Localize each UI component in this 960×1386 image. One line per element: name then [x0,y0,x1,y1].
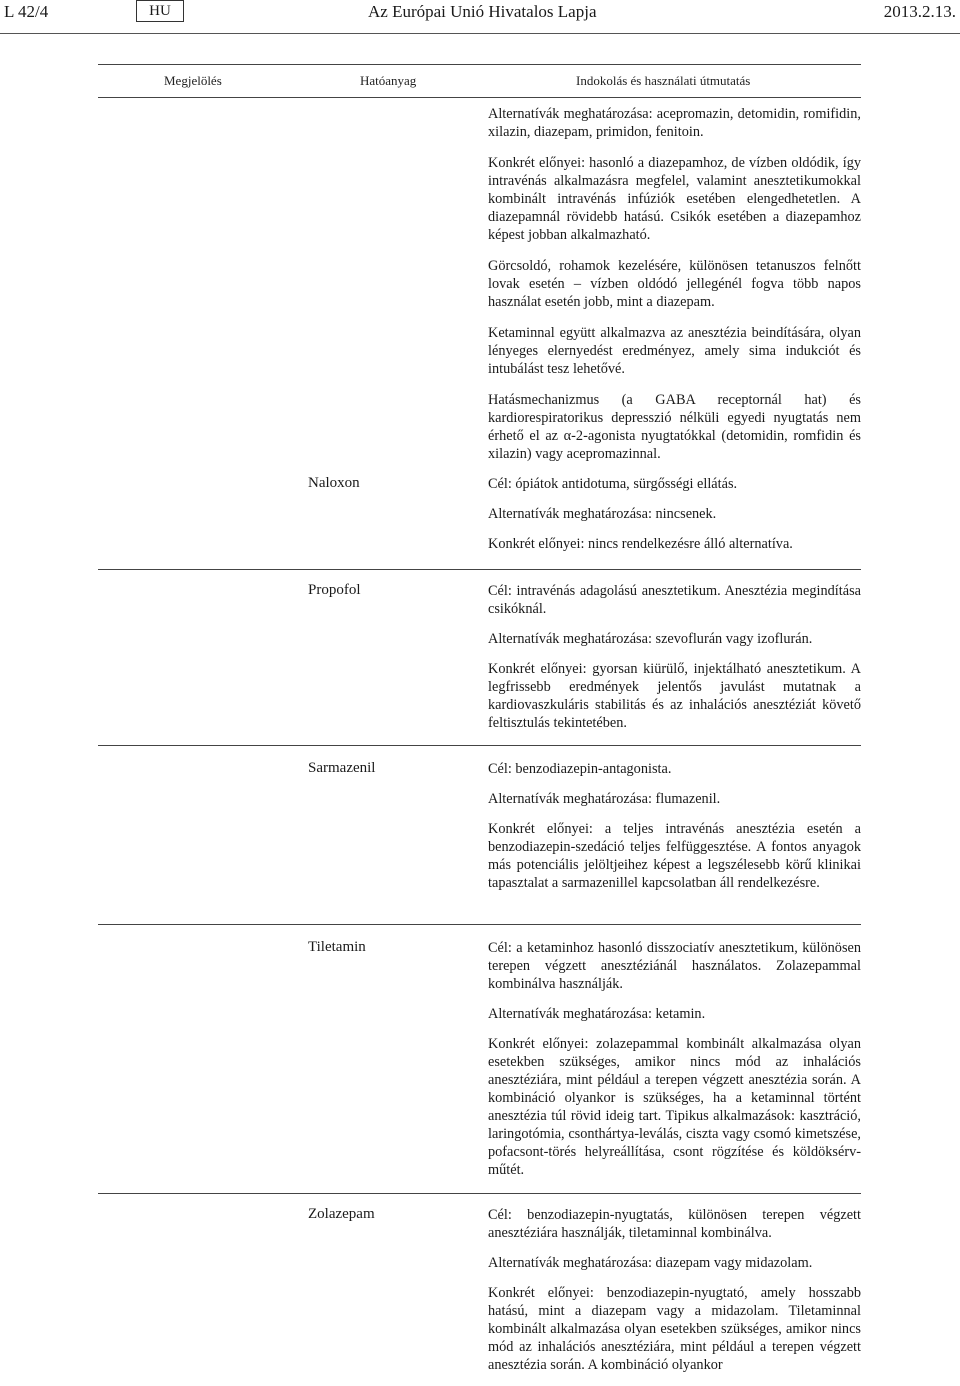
paragraph: Alternatívák meghatározása: flumazenil. [488,791,721,807]
substance-name: Naloxon [308,475,360,491]
table-row [98,1193,861,1373]
publication-title: Az Európai Unió Hivatalos Lapja [368,2,597,21]
column-header-justification: Indokolás és használati útmutatás [576,73,751,88]
paragraph: Konkrét előnyei: a teljes intravénás anesztézia esetén a benzodiazepin-szedáció teljes felfüggesztése. A fontos anyagok más potenciális jelöltjeihez képest a legszélesebb körű klinikai tapasztalat a sarmazenillel kapcsolatban áll rendelkezésre. [488,821,861,891]
justification-cell [488,582,861,732]
paragraph: Alternatívák meghatározása: nincsenek. [488,506,717,522]
paragraph: Konkrét előnyei: benzodiazepin-nyugtató, amely hosszabb hatású, mint a diazepam vagy a midazolam. Tiletaminnal kombinált alkalmazása olyan esetekben szükséges, amikor nincs mód az inhalációs anesztéziára, mint például a terepen végzett anesztézia során. A kombináció olyankor [488,1285,861,1373]
column-header-designation: Megjelölés [164,73,222,88]
justification-cell [488,475,861,553]
justification-cell [488,939,861,1179]
justification-cell [488,98,861,463]
justification-cell [488,1206,861,1374]
substance-table [98,64,861,1373]
paragraph: Ketaminnal együtt alkalmazva az anesztézia beindítására, olyan lényeges elernyedést eredményez, amely sima indukciót és intubálást tesz lehetővé. [488,325,861,377]
paragraph: Alternatívák meghatározása: diazepam vagy midazolam. [488,1255,813,1271]
paragraph: Alternatívák meghatározása: acepromazin, detomidin, romifidin, xilazin, diazepam, primidon, fenitoin. [488,106,861,140]
publication-date: 2013.2.13. [883,2,956,21]
paragraph: Cél: benzodiazepin-nyugtatás, különösen terepen végzett anesztéziára használják, tiletaminnal kombinálva. [488,1207,861,1241]
paragraph: Alternatívák meghatározása: szevoflurán vagy izoflurán. [488,631,813,647]
paragraph: Konkrét előnyei: zolazepammal kombinált alkalmazása olyan esetekben szükséges, amikor nincs mód az inhalációs anesztéziára, mint például a terepen végzett anesztézia során. A kombináció olyankor is szükséges, ha a ketaminnal történt anesztézia túl rövid ideig tart. Tipikus alkalmazások: kasztráció, laringotómia, csonthártya-leválás, ciszta vagy csomó kimetszése, pofacsont-törés helyreállítása, csont rögzítése és köldöksérv-műtét. [488,1036,861,1178]
paragraph: Cél: ópiátok antidotuma, sürgősségi ellátás. [488,476,738,492]
table-header-row [98,64,861,98]
table-row [98,924,861,1178]
substance-name: Sarmazenil [308,760,376,776]
table-row [98,745,861,891]
justification-cell [488,760,861,892]
paragraph: Konkrét előnyei: gyorsan kiürülő, injektálható anesztetikum. A legfrissebb eredmények jelentős javulást mutatnak a kardiovaszkuláris stabilitás és az inhalációs anesztéziát követő feltisztulás tekintetében. [488,661,861,731]
paragraph: Hatásmechanizmus (a GABA receptornál hat) és kardiorespiratorikus depresszió nélküli egyedi nyugtatás nem érhető el az α-2-agonista nyugtatókkal (detomidin, romfidin és xilazin) vagy acepromazinnal. [488,392,861,462]
substance-name: Propofol [308,582,361,598]
paragraph: Cél: a ketaminhoz hasonló disszociatív anesztetikum, különösen terepen végzett anesztéziánál használatos. Zolazepammal kombinálva használják. [488,940,861,992]
language-code-box: HU [136,0,184,22]
paragraph: Görcsoldó, rohamok kezelésére, különösen tetanuszos felnőtt lovak esetén – vízben oldódó jellegénél fogva több napos használat esetén jobb, mint a diazepam. [488,258,861,310]
page-header [0,0,960,34]
paragraph: Cél: benzodiazepin-antagonista. [488,761,672,777]
substance-name: Zolazepam [308,1206,375,1222]
paragraph: Konkrét előnyei: nincs rendelkezésre álló alternatíva. [488,536,793,552]
table-row [98,569,861,731]
column-header-substance: Hatóanyag [360,73,417,88]
header-divider [0,33,960,34]
paragraph: Konkrét előnyei: hasonló a diazepamhoz, de vízben oldódik, így intravénás alkalmazásra megfelel, valamint anesztetikumokkal kombinált intravénás infúziók esetében elengedhetetlen. A diazepamnál rövidebb hatású. Csikók esetében a diazepamhoz képest jobban alkalmazható. [488,155,861,243]
page-reference: L 42/4 [4,2,49,21]
substance-name: Tiletamin [308,939,366,955]
paragraph: Alternatívák meghatározása: ketamin. [488,1006,706,1022]
paragraph: Cél: intravénás adagolású anesztetikum. Anesztézia megindítása csikóknál. [488,583,861,617]
